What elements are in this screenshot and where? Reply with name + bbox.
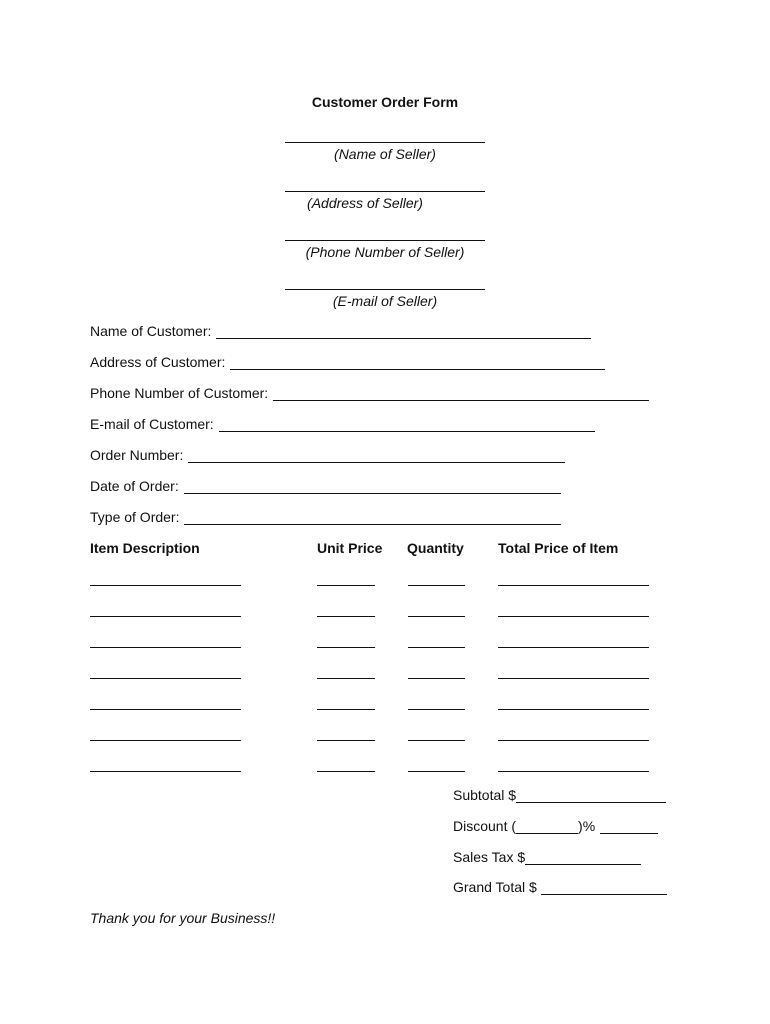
order-type-label: Type of Order: bbox=[90, 509, 180, 525]
customer-email-field bbox=[90, 416, 595, 432]
seller-email-caption: (E-mail of Seller) bbox=[332, 293, 438, 309]
customer-email-label: E-mail of Customer: bbox=[90, 416, 214, 432]
customer-address-label: Address of Customer: bbox=[90, 354, 226, 370]
quantity-header: Quantity bbox=[407, 540, 464, 556]
seller-phone-caption: (Phone Number of Seller) bbox=[305, 244, 465, 260]
customer-name-label: Name of Customer: bbox=[90, 323, 212, 339]
sales-tax-field bbox=[453, 849, 641, 865]
grand-total-label: Grand Total $ bbox=[453, 879, 537, 895]
customer-address-field bbox=[90, 354, 605, 370]
order-number-input[interactable] bbox=[188, 448, 565, 463]
unit-price-line[interactable] bbox=[317, 585, 375, 586]
total-price-line[interactable] bbox=[498, 709, 649, 710]
seller-email-line[interactable] bbox=[285, 289, 485, 290]
unit-price-header: Unit Price bbox=[317, 540, 383, 556]
quantity-line[interactable] bbox=[408, 585, 465, 586]
thank-you-note: Thank you for your Business!! bbox=[90, 910, 276, 926]
discount-amount-input[interactable] bbox=[600, 819, 658, 834]
discount-suffix-label: )% bbox=[578, 818, 596, 834]
unit-price-line[interactable] bbox=[317, 678, 375, 679]
item-description-line[interactable] bbox=[90, 585, 241, 586]
seller-phone-line[interactable] bbox=[285, 240, 485, 241]
customer-name-input[interactable] bbox=[216, 324, 591, 339]
discount-percent-input[interactable] bbox=[516, 819, 578, 834]
total-price-line[interactable] bbox=[498, 647, 649, 648]
order-type-input[interactable] bbox=[184, 510, 561, 525]
item-description-line[interactable] bbox=[90, 616, 241, 617]
subtotal-label: Subtotal $ bbox=[453, 787, 517, 803]
discount-prefix-label: Discount ( bbox=[453, 818, 517, 834]
seller-name-caption: (Name of Seller) bbox=[334, 146, 436, 162]
seller-address-line[interactable] bbox=[285, 191, 485, 192]
item-description-line[interactable] bbox=[90, 678, 241, 679]
item-description-line[interactable] bbox=[90, 709, 241, 710]
item-description-header: Item Description bbox=[90, 540, 200, 556]
item-description-line[interactable] bbox=[90, 771, 241, 772]
grand-total-input[interactable] bbox=[541, 880, 667, 895]
total-price-header: Total Price of Item bbox=[498, 540, 619, 556]
order-date-input[interactable] bbox=[184, 479, 561, 494]
total-price-line[interactable] bbox=[498, 678, 649, 679]
unit-price-line[interactable] bbox=[317, 616, 375, 617]
order-date-label: Date of Order: bbox=[90, 478, 179, 494]
customer-phone-label: Phone Number of Customer: bbox=[90, 385, 269, 401]
seller-name-line[interactable] bbox=[285, 142, 485, 143]
order-date-field bbox=[90, 478, 561, 494]
grand-total-field bbox=[453, 879, 667, 895]
total-price-line[interactable] bbox=[498, 616, 649, 617]
unit-price-line[interactable] bbox=[317, 740, 375, 741]
unit-price-line[interactable] bbox=[317, 709, 375, 710]
sales-tax-label: Sales Tax $ bbox=[453, 849, 526, 865]
customer-email-input[interactable] bbox=[219, 417, 595, 432]
subtotal-field bbox=[453, 787, 666, 803]
order-type-field bbox=[90, 509, 561, 525]
quantity-line[interactable] bbox=[408, 740, 465, 741]
customer-phone-input[interactable] bbox=[273, 386, 649, 401]
unit-price-line[interactable] bbox=[317, 771, 375, 772]
subtotal-input[interactable] bbox=[516, 788, 666, 803]
customer-phone-field bbox=[90, 385, 649, 401]
unit-price-line[interactable] bbox=[317, 647, 375, 648]
order-number-field bbox=[90, 447, 565, 463]
order-number-label: Order Number: bbox=[90, 447, 184, 463]
item-description-line[interactable] bbox=[90, 740, 241, 741]
quantity-line[interactable] bbox=[408, 647, 465, 648]
form-title: Customer Order Form bbox=[311, 94, 459, 110]
discount-field bbox=[453, 818, 658, 834]
customer-address-input[interactable] bbox=[230, 355, 605, 370]
customer-name-field bbox=[90, 323, 591, 339]
quantity-line[interactable] bbox=[408, 678, 465, 679]
quantity-line[interactable] bbox=[408, 771, 465, 772]
total-price-line[interactable] bbox=[498, 740, 649, 741]
seller-address-caption: (Address of Seller) bbox=[307, 195, 423, 211]
total-price-line[interactable] bbox=[498, 585, 649, 586]
quantity-line[interactable] bbox=[408, 616, 465, 617]
sales-tax-input[interactable] bbox=[525, 850, 641, 865]
item-description-line[interactable] bbox=[90, 647, 241, 648]
quantity-line[interactable] bbox=[408, 709, 465, 710]
total-price-line[interactable] bbox=[498, 771, 649, 772]
